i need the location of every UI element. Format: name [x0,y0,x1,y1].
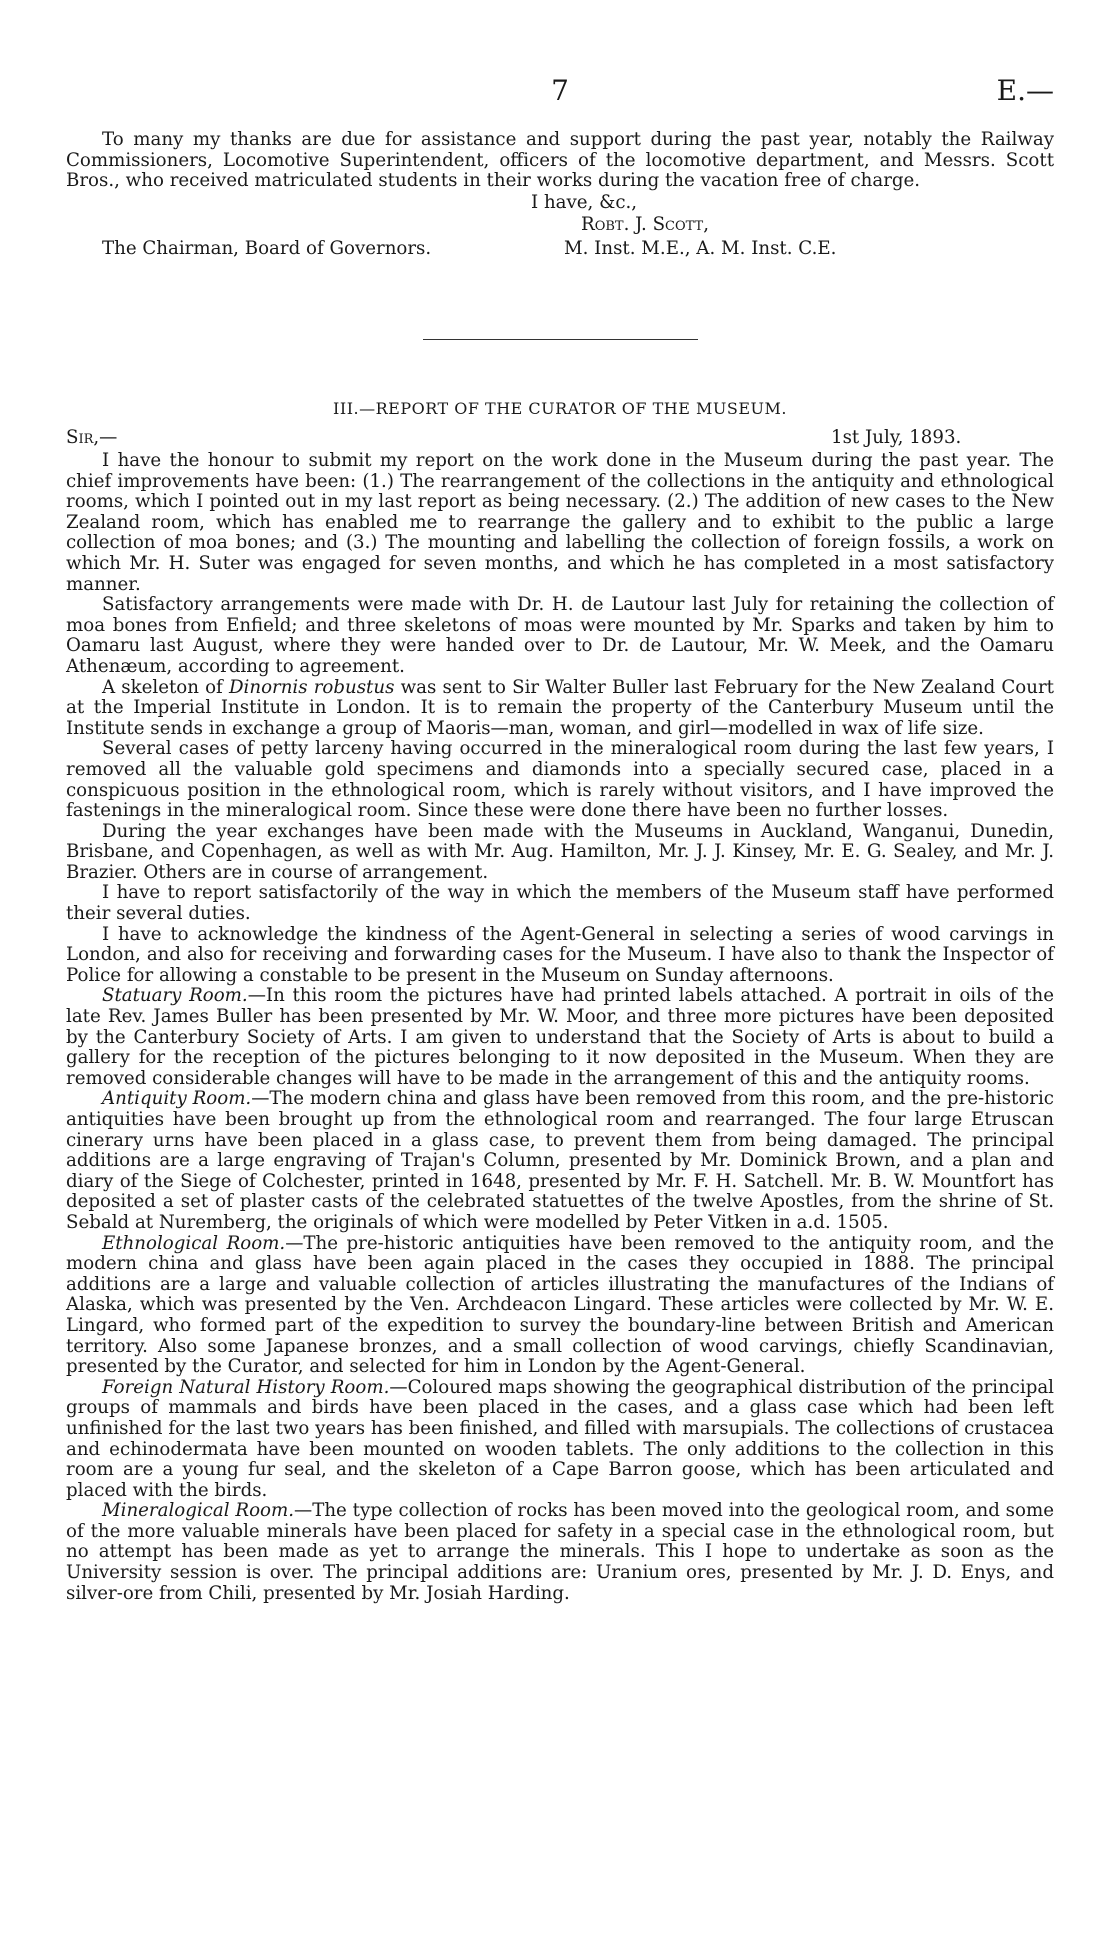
report-body [66,451,1054,1604]
room-section-mineralogical [66,1501,1054,1604]
room-section-statuary [66,986,1054,1089]
salutation: Sir,— [66,427,118,448]
closing-paragraph: To many my thanks are due for assistance and support during the past year, notably the Railway Commissioners, Locomotive Superintendent, officers of the locomotive department, and Messrs. Scott Bros., who received matriculated students in their works during the vacation free of charge. [66,129,1054,192]
room-text: —The pre-historic antiquities have been removed to the antiquity room, and the modern china and glass have been again placed in the cases they occupied in 1888. The principal additions are a large and valuable collection of articles illustrating the manufactures of the Indians of Alaska, which was presented by the Ven. Archdeacon Lingard. These articles were collected by Mr. W. E. Lingard, who formed part of the expedition to survey the boundary-line between British and American territory. Also some Japanese bronzes, and a small collection of wood carvings, chiefly Scandinavian, presented by the Curator, and selected for him in London by the Agent-General. [66,1232,1054,1378]
room-heading: Foreign Natural History Room. [102,1376,390,1398]
room-heading: Antiquity Room. [102,1088,252,1110]
signature-addressee: The Chairman, Board of Governors. [102,237,432,259]
salutation-row [66,427,1054,451]
report-title: III.—REPORT OF THE CURATOR OF THE MUSEUM. [333,399,787,418]
paragraph: I have the honour to submit my report on the work done in the Museum during the past year. The chief improvements have been: (1.) The rearrangement of the collections in the antiquity and ethnological rooms, which I pointed out in my last report as being necessary. (2.) The addition of new cases to the New Zealand room, which has enabled me to rearrange the gallery and to exhibit to the public a large collection of moa bones; and (3.) The mounting and labelling the collection of foreign fossils, a work on which Mr. H. Suter was engaged for seven months, and which he has completed in a most satisfactory manner. [66,450,1054,595]
dinornis-lead: A skeleton of [102,676,223,698]
section-divider [423,339,698,340]
series-mark: E.— [996,74,1054,107]
signature-closing: I have, &c., [531,191,638,213]
room-section-antiquity [66,1089,1054,1233]
dinornis-species: Dinornis robustus [228,676,395,698]
document-page [66,0,1054,1942]
page-number: 7 [551,74,569,107]
room-heading: Ethnological Room. [102,1232,286,1254]
page-header [66,0,1054,130]
room-section-ethnological [66,1234,1054,1378]
paragraph: During the year exchanges have been made with the Museums in Auckland, Wanganui, Dunedin, Brisbane, and Copenhagen, as well as with Mr. Aug. Hamilton, Mr. J. J. Kinsey, Mr. E. G. Sealey, and Mr. J. Brazier. Others are in course of arrangement. [66,820,1054,883]
room-text: —The modern china and glass have been removed from this room, and the pre-historic antiquities have been brought up from the ethnological room and rearranged. The four large Etruscan cinerary urns have been placed in a glass case, to prevent them from being damaged. The principal additions are a large engraving of Trajan's Column, presented by Mr. Dominick Brown, and a plan and diary of the Siege of Colchester, printed in 1648, presented by Mr. F. H. Satchell. Mr. B. W. Mountfort has deposited a set of plaster casts of the celebrated statuettes of the twelve Apostles, from the shrine of St. Sebald at Nuremberg, the originals of which were modelled by Peter Vitken in a.d. 1505. [66,1088,1054,1233]
room-text: —The type collection of rocks has been moved into the geological room, and some of the more valuable minerals have been placed for safety in a special case in the ethnological room, but no attempt has been made as yet to arrange the minerals. This I hope to undertake as soon as the University session is over. The principal additions are: Uranium ores, presented by Mr. J. D. Enys, and silver-ore from Chili, presented by Mr. Josiah Harding. [66,1500,1054,1604]
room-text: —In this room the pictures have had printed labels attached. A portrait in oils of the late Rev. James Buller has been presented by Mr. W. Moor, and three more pictures have been deposited by the Canterbury Society of Arts. I am given to understand that the Society of Arts is about to build a gallery for the reception of the pictures belonging to it now deposited in the Museum. When they are removed considerable changes will have to be made in the arrangement of this and the antiquity rooms. [66,985,1054,1089]
room-heading: Mineralogical Room. [102,1500,294,1522]
paragraph: I have to report satisfactorily of the way in which the members of the Museum staff have performed their several duties. [66,882,1054,925]
report-date: 1st July, 1893. [831,427,962,448]
room-heading: Statuary Room. [102,985,248,1007]
paragraph: Satisfactory arrangements were made with Dr. H. de Lautour last July for retaining the collection of moa bones from Enfield; and three skeletons of moas were mounted by Mr. Sparks and taken by him to Oamaru last August, where they were handed over to Dr. de Lautour, Mr. W. Meek, and the Oamaru Athenæum, according to agreement. [66,594,1054,677]
signature-credentials: M. Inst. M.E., A. M. Inst. C.E. [564,237,837,259]
paragraph-dinornis [66,678,1054,740]
room-section-foreign-natural-history [66,1378,1054,1502]
paragraph: I have to acknowledge the kindness of the Agent-General in selecting a series of wood carvings in London, and also for receiving and forwarding cases for the Museum. I have also to thank the Inspector of Police for allowing a constable to be present in the Museum on Sunday afternoons. [66,923,1054,986]
signature-block [66,192,1054,284]
room-text: —Coloured maps showing the geographical distribution of the principal groups of mammals and birds have been placed in the cases, and a glass case which had been left unfinished for the last two years has been finished, and filled with marsupials. The collections of crustacea and echinodermata have been mounted on wooden tablets. The only additions to the collection in this room are a young fur seal, and the skeleton of a Cape Barron goose, which has been articulated and placed with the birds. [66,1376,1054,1501]
signature-name: Robt. J. Scott, [581,213,710,235]
dinornis-rest: was sent to Sir Walter Buller last February for the New Zealand Court at the Imperial Institute in London. It is to remain the property of the Canterbury Museum until the Institute sends in exchange a group of Maoris—man, woman, and girl—modelled in wax of life size. [66,676,1054,739]
paragraph: Several cases of petty larceny having occurred in the mineralogical room during the last few years, I removed all the valuable gold specimens and diamonds into a specially secured case, placed in a conspicuous position in the ethnological room, which is rarely without visitors, and I have improved the fastenings in the mineralogical room. Since these were done there have been no further losses. [66,738,1054,822]
